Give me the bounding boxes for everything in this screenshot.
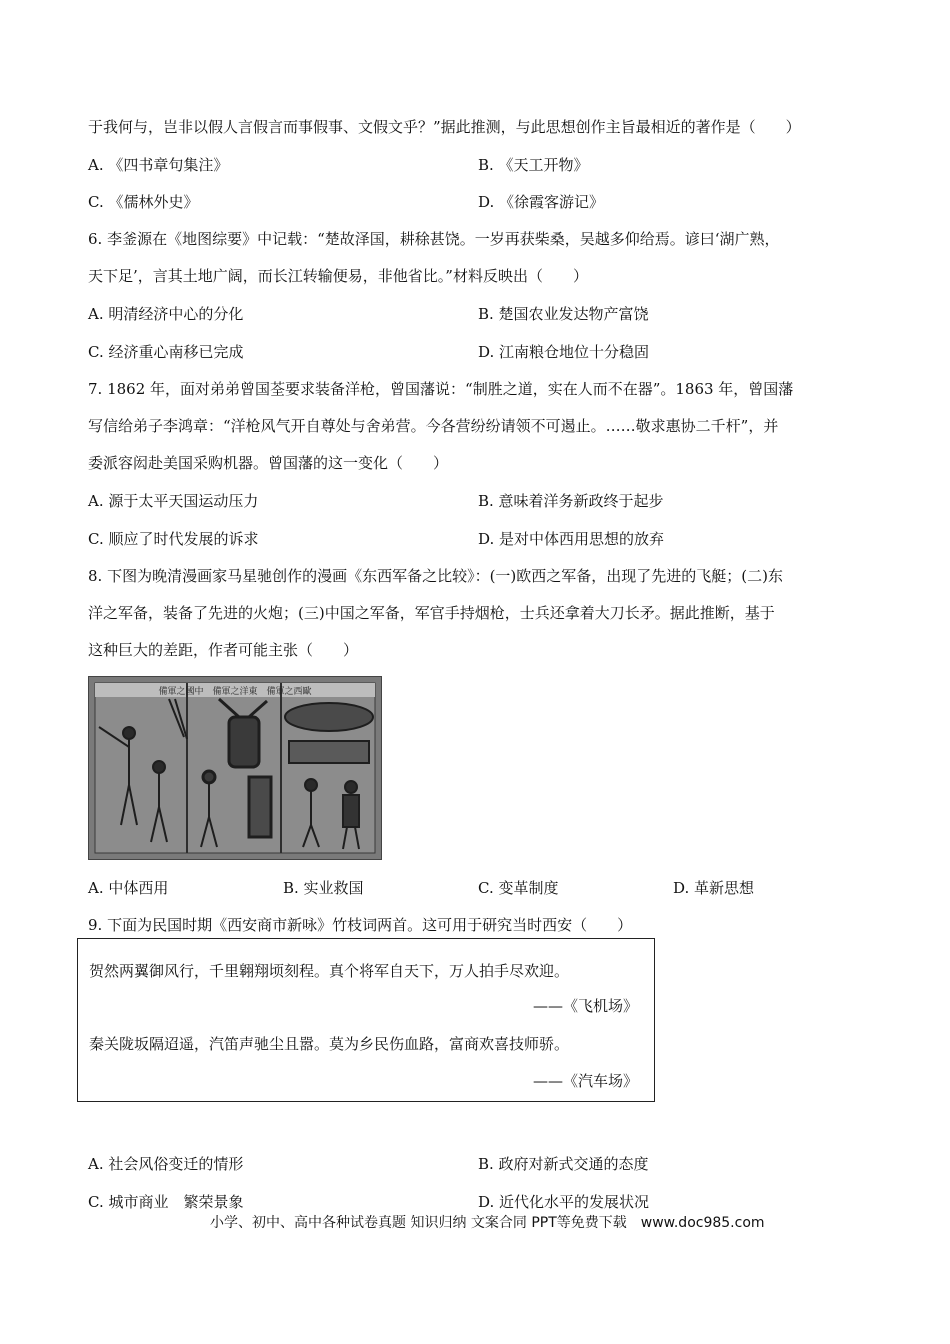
q5-option-d: D. 《徐霞客游记》 bbox=[478, 193, 605, 211]
cartoon-illustration bbox=[89, 677, 381, 859]
poem-source: ——《汽车场》 bbox=[532, 1072, 638, 1090]
q7-option-c: C. 顺应了时代发展的诉求 bbox=[88, 530, 259, 548]
poem-text: 贺然两翼御风行，千里翱翔顷刻程。真个将军自天下，万人拍手尽欢迎。 bbox=[89, 962, 570, 980]
q6-stem-line: 6. 李釜源在《地图综要》中记载：“楚故泽国，耕稌甚饶。一岁再获柴桑，吴越多仰给焉。谚曰‘湖广熟， bbox=[88, 230, 780, 248]
q9-option-b: B. 政府对新式交通的态度 bbox=[478, 1155, 649, 1173]
q5-option-a: A. 《四书章句集注》 bbox=[88, 156, 229, 174]
cartoon-title: 備軍之國中 備軍之洋東 備軍之西歐 bbox=[158, 687, 312, 697]
q6-option-a: A. 明清经济中心的分化 bbox=[88, 305, 244, 323]
q7-stem-line: 委派容闳赴美国采购机器。曾国藩的这一变化（ ） bbox=[88, 454, 449, 472]
q8-stem-line: 这种巨大的差距，作者可能主张（ ） bbox=[88, 641, 359, 659]
footer-banner: 小学、初中、高中各种试卷真题 知识归纳 文案合同 PPT等免费下载 www.doc985.com bbox=[210, 1215, 765, 1231]
q9-option-a: A. 社会风俗变迁的情形 bbox=[88, 1155, 244, 1173]
q8-stem-line: 8. 下图为晚清漫画家马星驰创作的漫画《东西军备之比较》：(一)欧西之军备，出现了先进的飞艇；(二)东 bbox=[88, 567, 783, 585]
q9-stem-line: 9. 下面为民国时期《西安商市新咏》竹枝词两首。这可用于研究当时西安（ ） bbox=[88, 916, 633, 934]
q5-stem-tail: 于我何与，岂非以假人言假言而事假事、文假文乎？”据此推测，与此思想创作主旨最相近的著作是（ ） bbox=[88, 118, 801, 136]
q8-option-a: A. 中体西用 bbox=[88, 879, 169, 897]
poem-text: 秦关陇坂隔迢遥，汽笛声驰尘且嚣。莫为乡民伤血路，富商欢喜技师骄。 bbox=[89, 1035, 570, 1053]
q6-option-b: B. 楚国农业发达物产富饶 bbox=[478, 305, 649, 323]
poem-source: ——《飞机场》 bbox=[532, 997, 638, 1015]
q6-option-d: D. 江南粮仓地位十分稳固 bbox=[478, 343, 650, 361]
q8-stem-line: 洋之军备，装备了先进的火炮；(三)中国之军备，军官手持烟枪，士兵还拿着大刀长矛。据此推断，基于 bbox=[88, 604, 775, 622]
cartoon-image bbox=[88, 676, 382, 860]
q7-stem-line: 7. 1862 年，面对弟弟曾国荃要求装备洋枪，曾国藩说：“制胜之道，实在人而不在器”。1863 年，曾国藩 bbox=[88, 380, 794, 398]
q7-option-d: D. 是对中体西用思想的放弃 bbox=[478, 530, 665, 548]
q6-stem-line: 天下足’，言其土地广阔，而长江转输便易，非他省比。”材料反映出（ ） bbox=[88, 267, 588, 285]
q8-option-b: B. 实业救国 bbox=[283, 879, 364, 897]
q7-option-a: A. 源于太平天国运动压力 bbox=[88, 492, 259, 510]
q6-option-c: C. 经济重心南移已完成 bbox=[88, 343, 244, 361]
q8-option-c: C. 变革制度 bbox=[478, 879, 559, 897]
q5-option-c: C. 《儒林外史》 bbox=[88, 193, 199, 211]
q7-stem-line: 写信给弟子李鸿章：“洋枪风气开自尊处与舍弟营。今各营纷纷请领不可遏止。……敬求惠协二千杆”，并 bbox=[88, 417, 779, 435]
q9-option-c: C. 城市商业 繁荣景象 bbox=[88, 1193, 244, 1211]
q7-option-b: B. 意味着洋务新政终于起步 bbox=[478, 492, 664, 510]
q9-option-d: D. 近代化水平的发展状况 bbox=[478, 1193, 650, 1211]
q5-option-b: B. 《天工开物》 bbox=[478, 156, 589, 174]
poem-box bbox=[77, 938, 655, 1102]
q8-option-d: D. 革新思想 bbox=[673, 879, 755, 897]
